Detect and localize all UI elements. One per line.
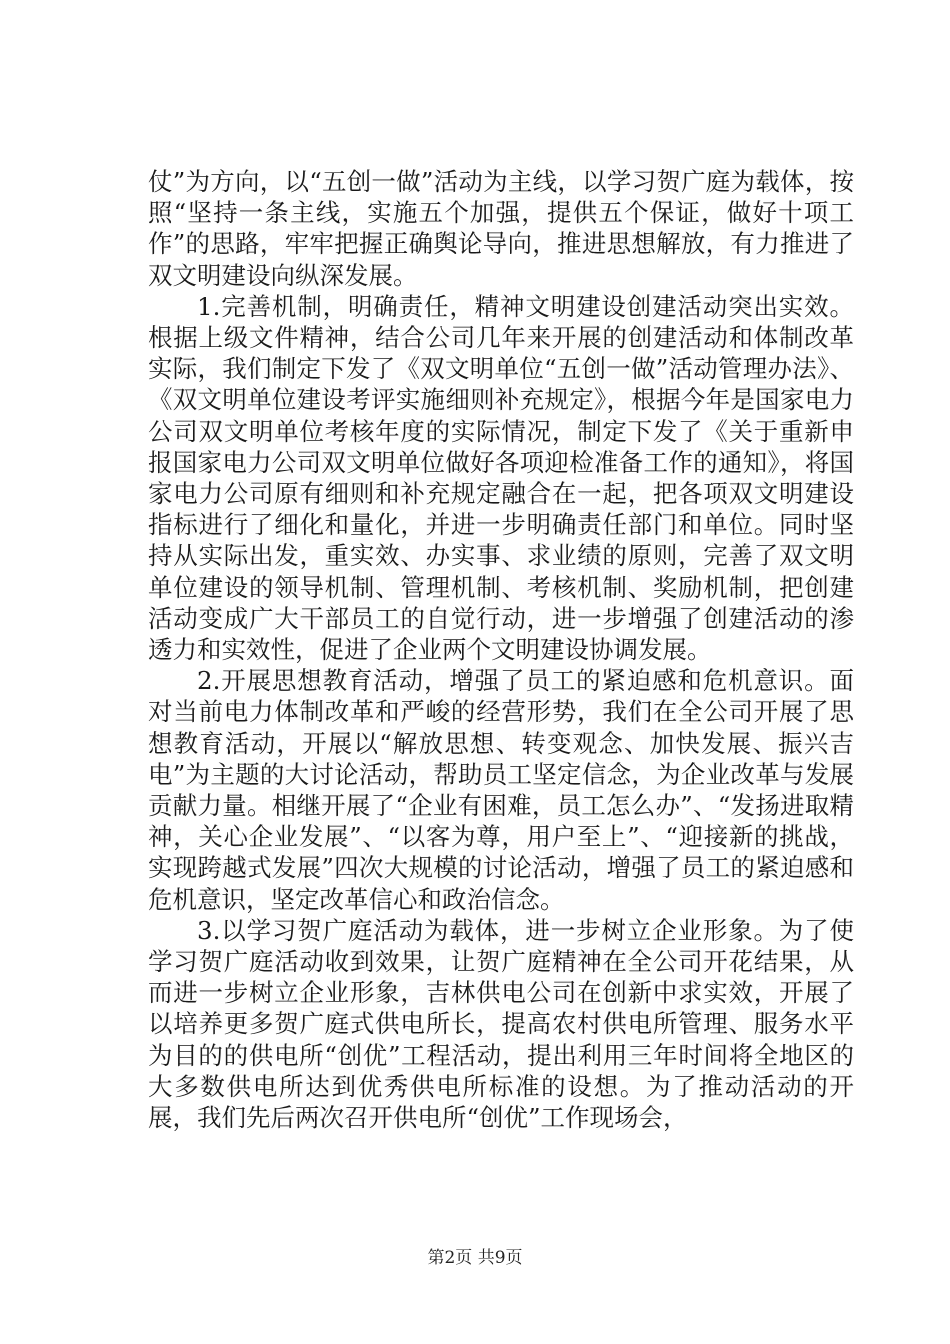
paragraph-item-1: 1.完善机制，明确责任，精神文明建设创建活动突出实效。根据上级文件精神，结合公司几年来开展的创建活动和体制改革实际，我们制定下发了《双文明单位“五创一做”活动管理办法》、《双文明单位建设考评实施细则补充规定》，根据今年是国家电力公司双文明单位考核年度的实际情况，制定下发了《关于重新申报国家电力公司双文明单位做好各项迎检准备工作的通知》，将国家电力公司原有细则和补充规定融合在一起，把各项双文明建设指标进行了细化和量化，并进一步明确责任部门和单位。同时坚持从实际出发，重实效、办实事、求业绩的原则，完善了双文明单位建设的领导机制、管理机制、考核机制、奖励机制，把创建活动变成广大干部员工的自觉行动，进一步增强了创建活动的渗透力和实效性，促进了企业两个文明建设协调发展。 [148,291,854,665]
paragraph-item-3: 3.以学习贺广庭活动为载体，进一步树立企业形象。为了使学习贺广庭活动收到效果，让贺广庭精神在全公司开花结果，从而进一步树立企业形象，吉林供电公司在创新中求实效，开展了以培养更多贺广庭式供电所长，提高农村供电所管理、服务水平为目的的供电所“创优”工程活动，提出利用三年时间将全地区的大多数供电所达到优秀供电所标准的设想。为了推动活动的开展，我们先后两次召开供电所“创优”工作现场会， [148,915,854,1133]
paragraph-intro-continuation: 仗”为方向，以“五创一做”活动为主线，以学习贺广庭为载体，按照“坚持一条主线，实施五个加强，提供五个保证，做好十项工作”的思路，牢牢把握正确舆论导向，推进思想解放，有力推进了双文明建设向纵深发展。 [148,167,854,290]
paragraph-item-2: 2.开展思想教育活动，增强了员工的紧迫感和危机意识。面对当前电力体制改革和严峻的经营形势，我们在全公司开展了思想教育活动，开展以“解放思想、转变观念、加快发展、振兴吉电”为主题的大讨论活动，帮助员工坚定信念，为企业改革与发展贡献力量。相继开展了“企业有困难，员工怎么办”、“发扬进取精神，关心企业发展”、“以客为尊，用户至上”、“迎接新的挑战，实现跨越式发展”四次大规模的讨论活动，增强了员工的紧迫感和危机意识，坚定改革信心和政治信念。 [148,666,854,914]
document-body [148,166,854,1133]
page-number-footer: 第2页 共9页 [427,1248,523,1268]
